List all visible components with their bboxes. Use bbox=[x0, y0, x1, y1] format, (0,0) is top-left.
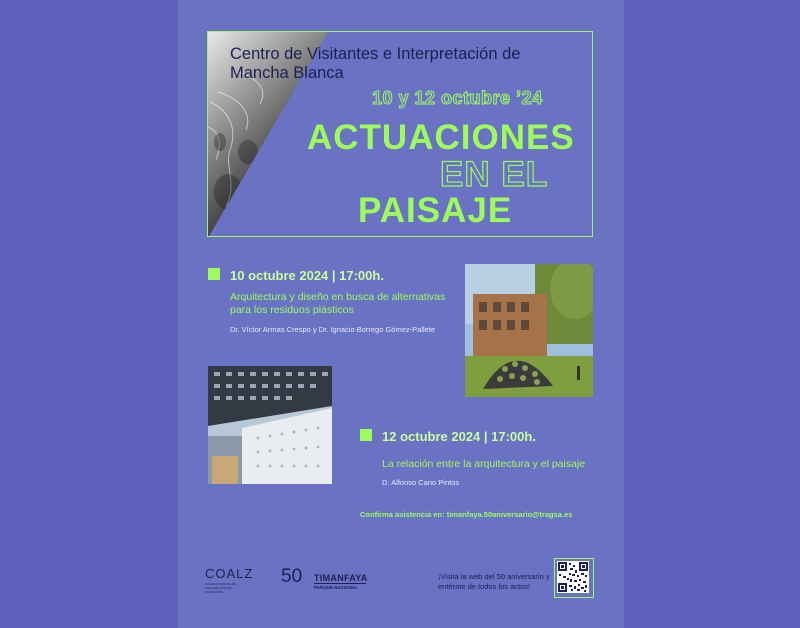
visit-web-text: ¡Visita la web del 50 aniversario y entérate de todos los actos! bbox=[438, 572, 550, 591]
timanfaya-50-logo bbox=[281, 566, 371, 596]
qr-code-frame[interactable] bbox=[554, 558, 594, 598]
event1-date: 10 octubre 2024 | 17:00h. bbox=[230, 268, 384, 283]
fifty-anniversary-mark: 50 bbox=[281, 566, 303, 587]
parque-nacional-label: PARQUE NACIONAL bbox=[314, 585, 358, 590]
header-frame bbox=[207, 31, 593, 237]
event2-title: La relación entre la arquitectura y el paisaje bbox=[382, 458, 586, 470]
event2-date: 12 octubre 2024 | 17:00h. bbox=[382, 429, 536, 444]
event1-speaker: Dr. Víctor Armas Crespo y Dr. Ignacio Borrego Gómez-Pallete bbox=[230, 325, 436, 334]
event-dates: 10 y 12 octubre ’24 bbox=[372, 88, 543, 108]
visitor-center-name: Centro de Visitantes e Interpretación de Mancha Blanca bbox=[230, 45, 521, 82]
timanfaya-divider bbox=[314, 583, 366, 584]
pavilion-photo bbox=[465, 264, 593, 397]
event2-bullet bbox=[360, 429, 372, 441]
title-paisaje: PAISAJE bbox=[358, 191, 513, 230]
coalz-logo bbox=[205, 566, 271, 600]
event1-bullet bbox=[208, 268, 220, 280]
canopy-photo bbox=[208, 366, 332, 484]
title-en-el: EN EL bbox=[440, 155, 549, 194]
rsvp-email[interactable]: Confirma asistencia en: timanfaya.50aniversario@tragsa.es bbox=[360, 510, 573, 519]
title-actuaciones: ACTUACIONES bbox=[307, 118, 575, 157]
coalz-logo-subtitle: COLEGIO OFICIAL DE ARQUITECTOS DE LANZAROTE bbox=[205, 582, 237, 594]
event-poster bbox=[178, 0, 624, 628]
coalz-logo-text: COALZ bbox=[205, 566, 254, 581]
timanfaya-name: TIMANFAYA bbox=[314, 573, 368, 583]
qr-code-icon bbox=[557, 561, 589, 593]
event1-title: Arquitectura y diseño en busca de alternativas para los residuos plásticos bbox=[230, 291, 446, 316]
event2-speaker: D. Alfonso Cano Pintos bbox=[382, 478, 460, 487]
